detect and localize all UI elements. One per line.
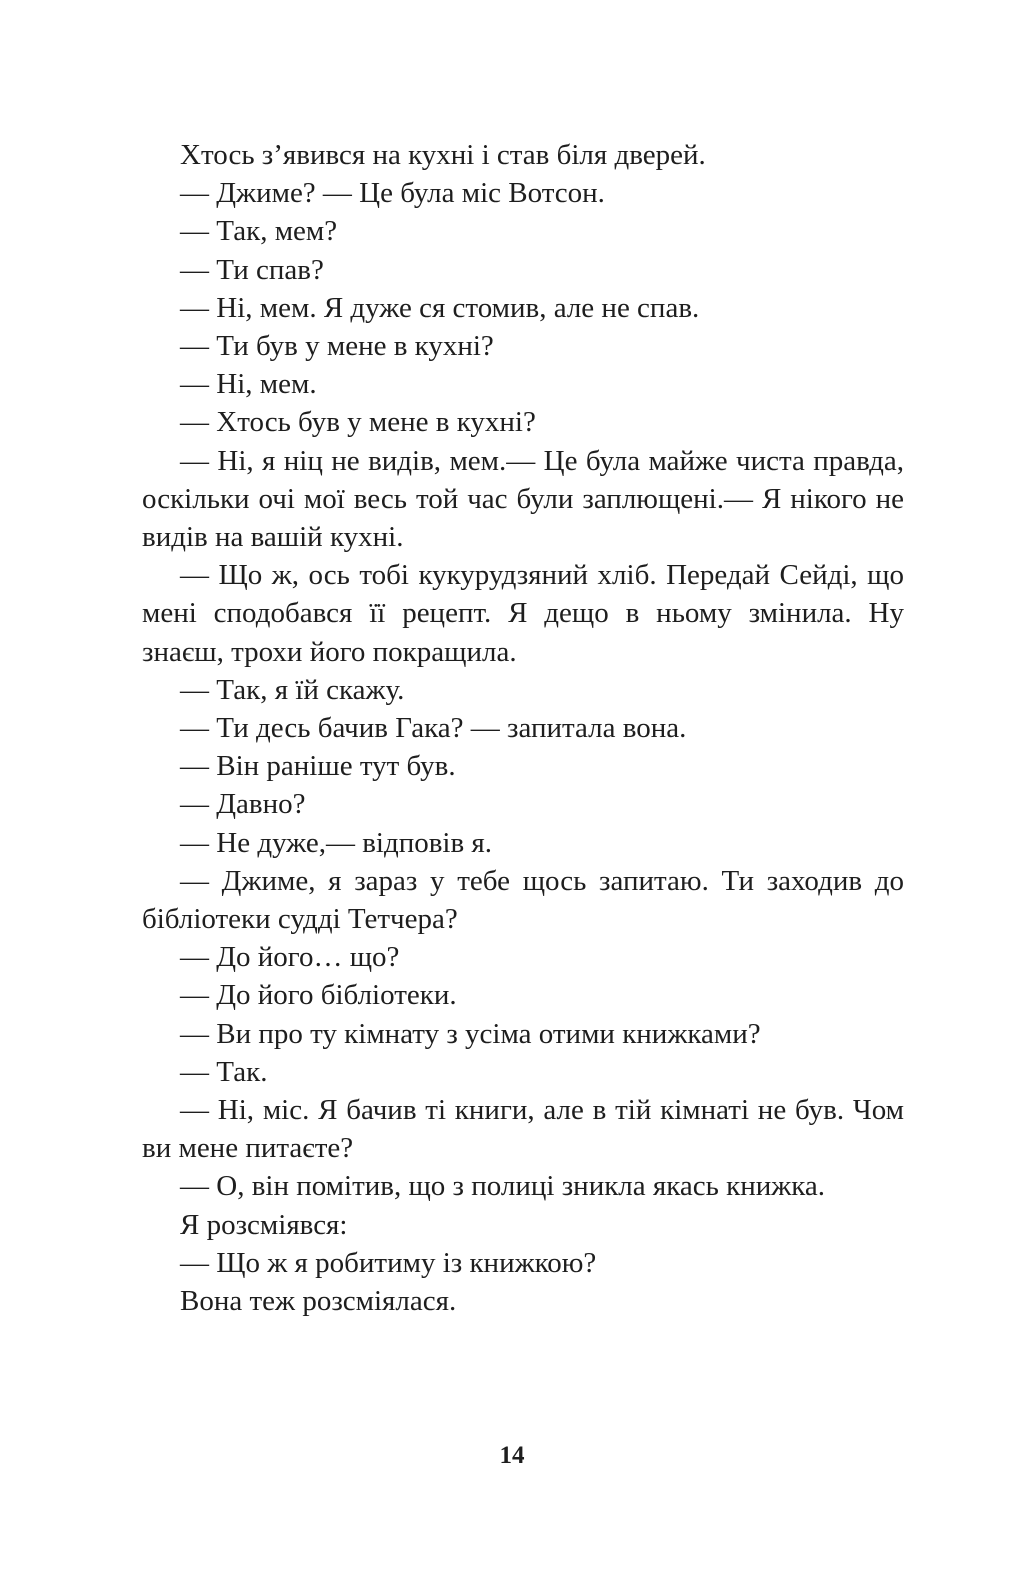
paragraph: — Ні, міс. Я бачив ті книги, але в тій кімнаті не був. Чом ви мене питаєте? [142,1094,904,1165]
paragraph: — О, він помітив, що з полиці зникла якась книжка. [180,1170,826,1203]
paragraph: — Так. [180,1055,268,1088]
paragraph: — До його… що? [180,941,400,974]
paragraph: — Не дуже,— відповів я. [180,826,493,859]
paragraph: — Що ж я робитиму із книжкою? [180,1246,597,1279]
paragraph: — Ти десь бачив Гака? — запитала вона. [180,712,687,745]
paragraph: — Ні, мем. [180,368,317,401]
paragraph: — Що ж, ось тобі кукурудзяний хліб. Передай Сейді, що мені сподобався її рецепт. Я дещо в ньому змінила. Ну знаєш, трохи його покращила. [142,559,904,668]
paragraph: — До його бібліотеки. [180,979,457,1012]
paragraph: — Ні, мем. Я дуже ся стомив, але не спав. [180,291,700,324]
body-text [142,136,904,1320]
paragraph: — Джиме, я зараз у тебе щось запитаю. Ти заходив до бібліотеки судді Тетчера? [142,864,904,936]
paragraph: Хтось з’явився на кухні і став біля дверей. [180,139,706,171]
paragraph: — Давно? [180,788,306,821]
paragraph: — Ти був у мене в кухні? [180,330,494,363]
paragraph: — Ні, я ніц не видів, мем.— Це була майже чиста правда, оскільки очі мої весь той час були заплющені.— Я нікого не видів на вашій кухні. [142,444,904,554]
paragraph: — Так, мем? [180,215,338,248]
paragraph: — Ви про ту кімнату з усіма отими книжками? [180,1017,761,1050]
paragraph: — Джиме? — Це була міс Вотсон. [180,177,605,210]
paragraph: — Хтось був у мене в кухні? [180,406,536,439]
page-number: 14 [499,1442,525,1469]
paragraph: Я розсміявся: [180,1208,348,1241]
paragraph: — Ти спав? [180,253,324,286]
paragraph: — Він раніше тут був. [180,750,456,783]
paragraph: — Так, я їй скажу. [180,673,405,706]
paragraph: Вона теж розсміялася. [180,1285,457,1318]
